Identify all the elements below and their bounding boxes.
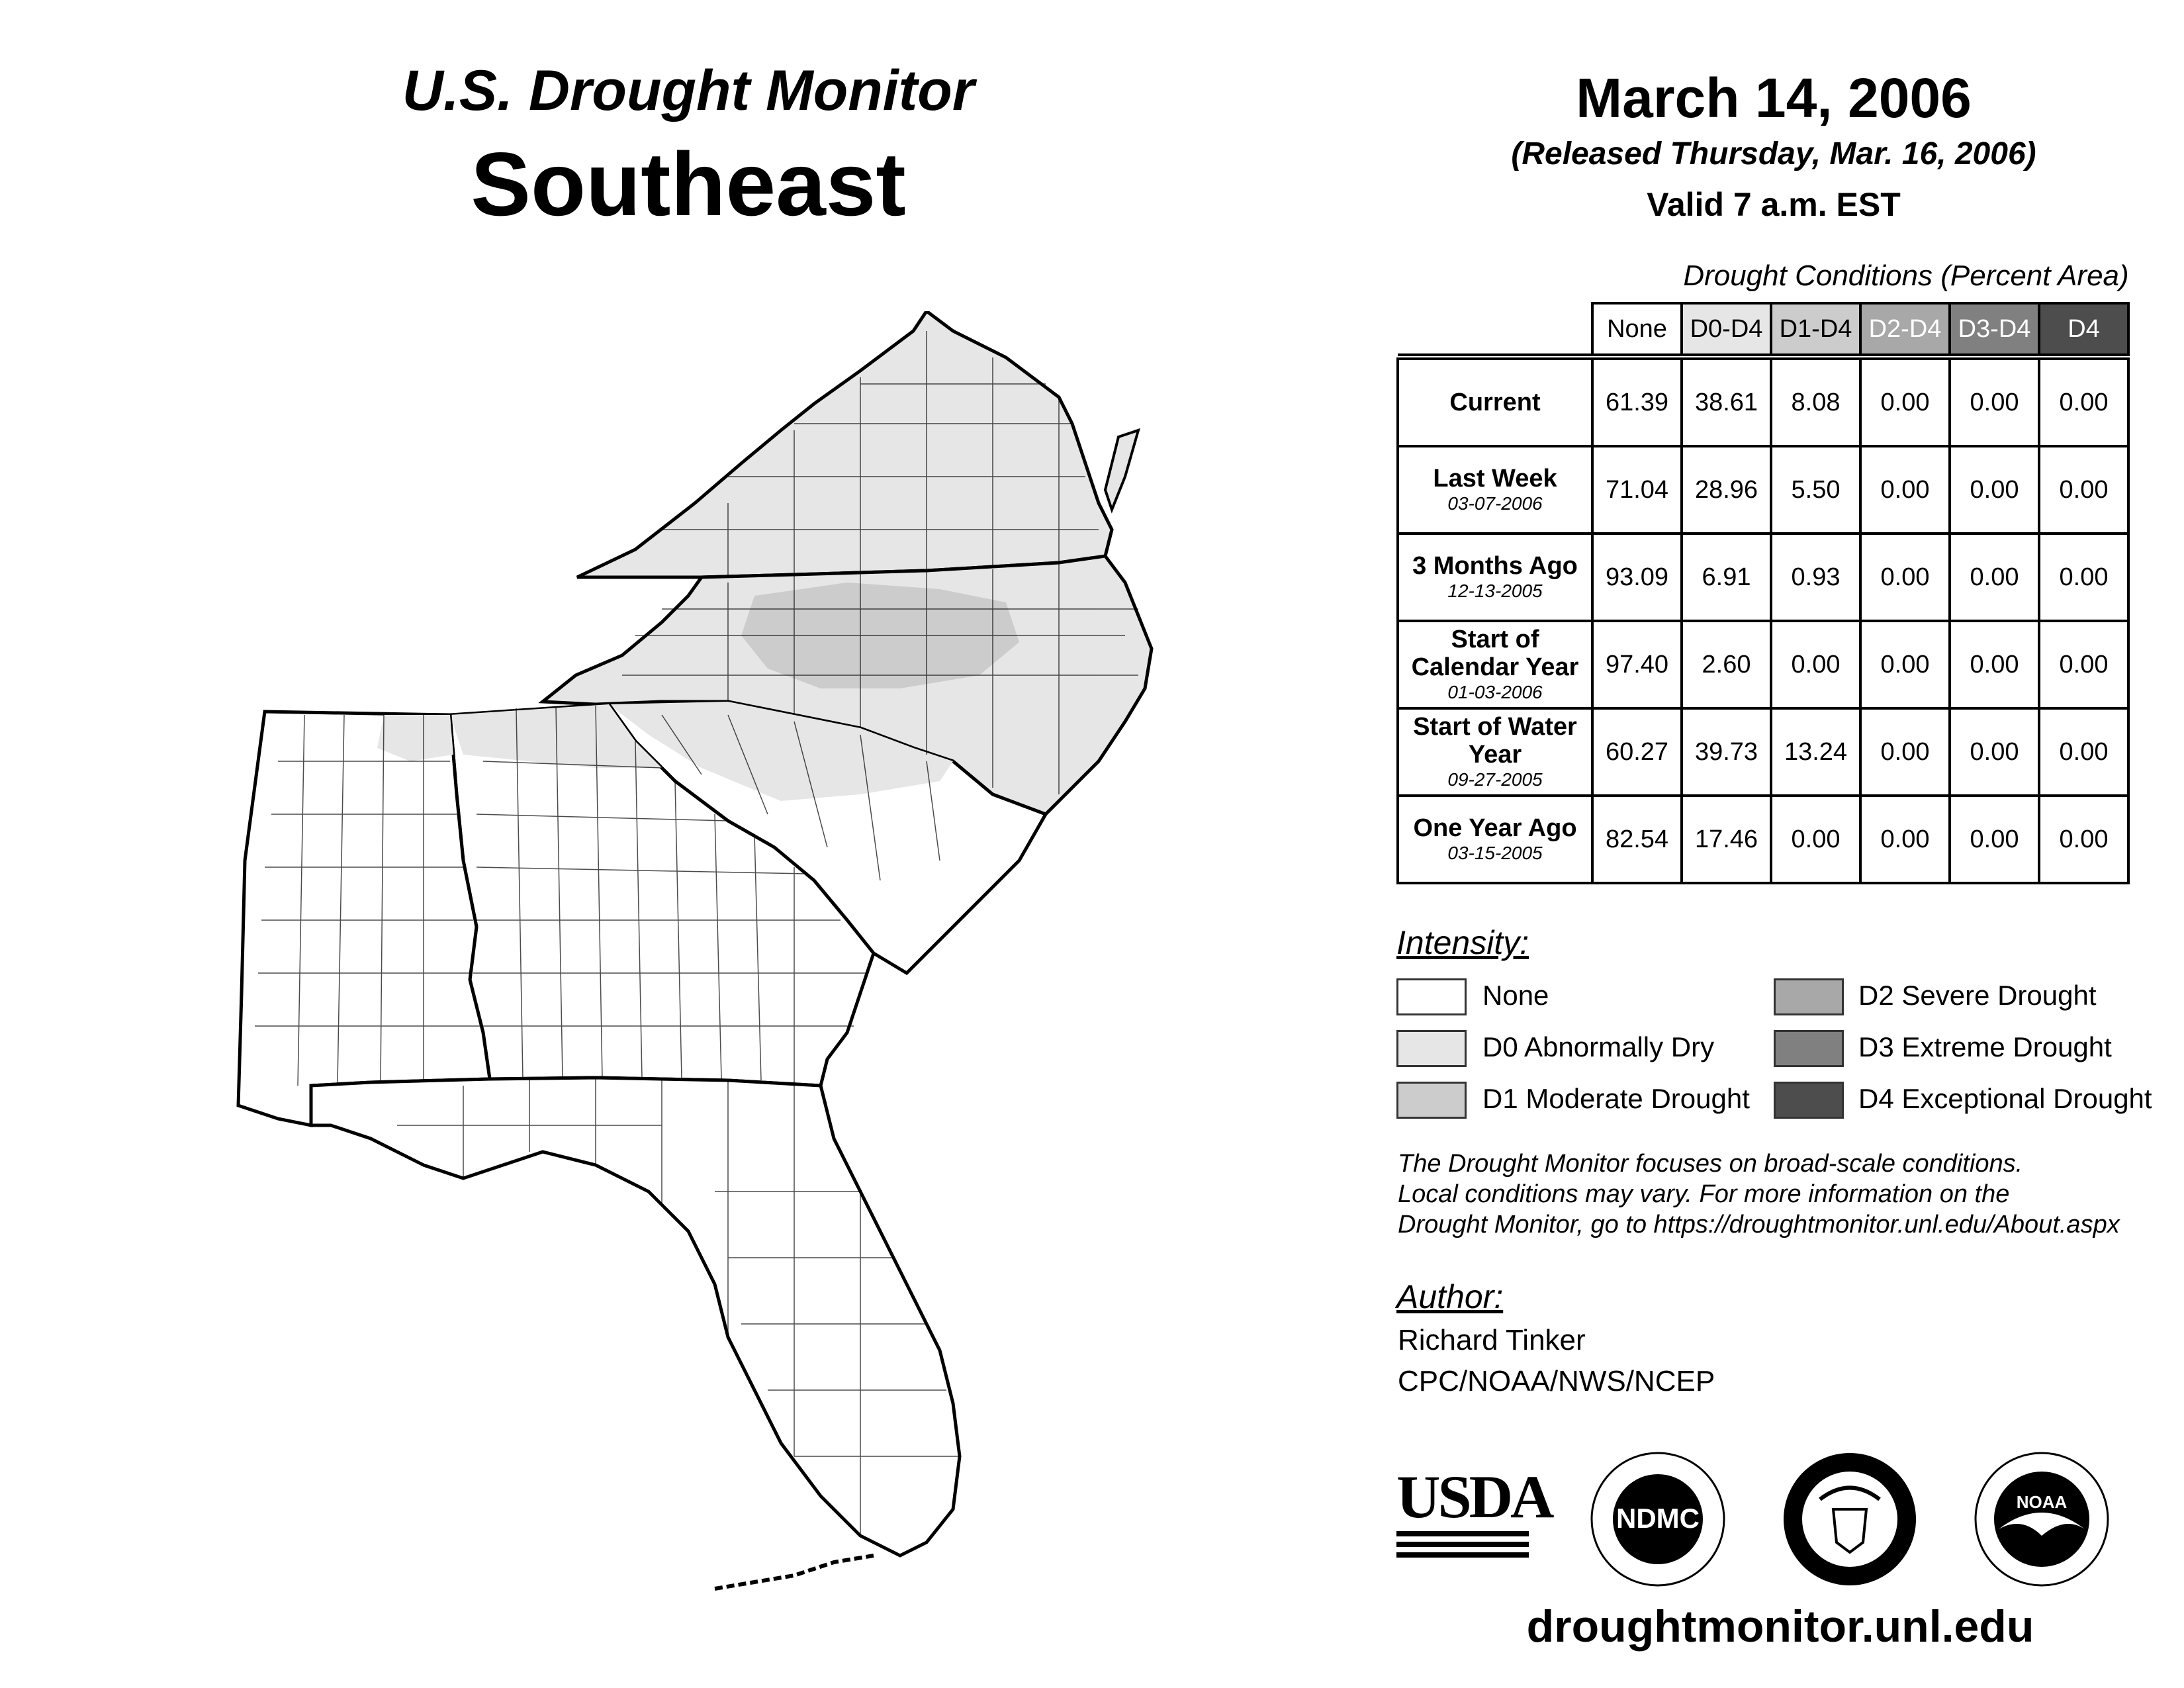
legend-swatch-d0 xyxy=(1396,1030,1467,1067)
legend-label-d4: D4 Exceptional Drought xyxy=(1858,1083,2152,1114)
row-label-last-week: Last Week 03-07-2006 xyxy=(1398,446,1592,534)
table-cell: 0.00 xyxy=(2039,796,2128,883)
southeast-drought-map xyxy=(225,311,1165,1622)
table-cell: 2.60 xyxy=(1682,621,1771,708)
department-of-commerce-seal xyxy=(1780,1450,1919,1589)
row-label-one-year-ago: One Year Ago 03-15-2005 xyxy=(1398,796,1592,883)
legend-label-d0: D0 Abnormally Dry xyxy=(1482,1031,1715,1062)
table-cell: 0.00 xyxy=(1950,446,2039,534)
map-date: March 14, 2006 xyxy=(1576,67,1972,129)
legend-title: Intensity: xyxy=(1396,924,1529,961)
row-label-3-months-ago: 3 Months Ago 12-13-2005 xyxy=(1398,534,1592,621)
table-cell: 60.27 xyxy=(1592,708,1682,796)
table-cell: 0.00 xyxy=(2039,621,2128,708)
note-line: Local conditions may vary. For more information on the xyxy=(1398,1180,2010,1208)
svg-text:NOAA: NOAA xyxy=(2016,1492,2068,1512)
table-cell: 39.73 xyxy=(1682,708,1771,796)
table-cell: 93.09 xyxy=(1592,534,1682,621)
author-heading: Author: xyxy=(1396,1278,1504,1315)
usda-logo: USDA xyxy=(1396,1466,1529,1566)
table-cell: 0.00 xyxy=(1860,796,1950,883)
note-line: The Drought Monitor focuses on broad-scale conditions. xyxy=(1398,1150,2023,1178)
table-cell: 8.08 xyxy=(1771,359,1860,446)
table-cell: 0.00 xyxy=(1950,708,2039,796)
col-header-d1-d4: D1-D4 xyxy=(1771,303,1860,355)
col-header-d4: D4 xyxy=(2039,303,2128,355)
table-cell: 0.00 xyxy=(2039,446,2128,534)
website-url[interactable]: droughtmonitor.unl.edu xyxy=(1526,1601,2034,1652)
col-header-d0-d4: D0-D4 xyxy=(1682,303,1771,355)
table-row xyxy=(1398,359,2128,446)
col-header-none: None xyxy=(1592,303,1682,355)
table-row xyxy=(1398,534,2128,621)
table-cell: 0.00 xyxy=(2039,359,2128,446)
row-label-start-calendar-year: Start of Calendar Year 01-03-2006 xyxy=(1398,621,1592,708)
table-cell: 0.00 xyxy=(1771,621,1860,708)
disclaimer-note xyxy=(1398,1149,2179,1240)
col-header-d3-d4: D3-D4 xyxy=(1950,303,2039,355)
table-cell: 0.00 xyxy=(1860,621,1950,708)
table-cell: 0.00 xyxy=(1860,446,1950,534)
table-cell: 0.00 xyxy=(1950,796,2039,883)
table-cell: 5.50 xyxy=(1771,446,1860,534)
table-cell: 0.00 xyxy=(1950,621,2039,708)
map-title: U.S. Drought Monitor xyxy=(402,59,975,122)
table-cell: 13.24 xyxy=(1771,708,1860,796)
table-cell: 97.40 xyxy=(1592,621,1682,708)
legend-label-d1: D1 Moderate Drought xyxy=(1482,1083,1750,1114)
table-row xyxy=(1398,796,2128,883)
table-header-row xyxy=(1398,303,2128,355)
author-name: Richard Tinker xyxy=(1398,1324,1586,1356)
table-caption: Drought Conditions (Percent Area) xyxy=(1683,259,2129,292)
table-cell: 71.04 xyxy=(1592,446,1682,534)
table-cell: 0.00 xyxy=(1860,708,1950,796)
table-cell: 61.39 xyxy=(1592,359,1682,446)
table-cell: 0.00 xyxy=(1860,359,1950,446)
row-label-start-water-year: Start of Water Year 09-27-2005 xyxy=(1398,708,1592,796)
table-cell: 6.91 xyxy=(1682,534,1771,621)
drought-conditions-table xyxy=(1396,302,2130,884)
release-date: (Released Thursday, Mar. 16, 2006) xyxy=(1511,136,2036,171)
table-row xyxy=(1398,446,2128,534)
table-cell: 82.54 xyxy=(1592,796,1682,883)
legend-swatch-none xyxy=(1396,978,1467,1015)
table-cell: 0.00 xyxy=(2039,534,2128,621)
legend-label-d2: D2 Severe Drought xyxy=(1858,980,2097,1011)
table-cell: 0.00 xyxy=(1860,534,1950,621)
row-label-current: Current xyxy=(1398,359,1592,446)
table-cell: 0.93 xyxy=(1771,534,1860,621)
table-cell: 17.46 xyxy=(1682,796,1771,883)
legend-swatch-d4 xyxy=(1774,1082,1844,1119)
table-cell: 0.00 xyxy=(2039,708,2128,796)
legend-swatch-d1 xyxy=(1396,1082,1467,1119)
florida-state xyxy=(311,1078,960,1556)
legend-swatch-d3 xyxy=(1774,1030,1844,1067)
header-corner xyxy=(1398,303,1592,355)
table-row xyxy=(1398,708,2128,796)
legend-swatch-d2 xyxy=(1774,978,1844,1015)
valid-time: Valid 7 a.m. EST xyxy=(1647,186,1901,223)
note-line: Drought Monitor, go to https://droughtmonitor.unl.edu/About.aspx xyxy=(1398,1211,2120,1239)
florida-keys xyxy=(715,1556,874,1589)
col-header-d2-d4: D2-D4 xyxy=(1860,303,1950,355)
table-cell: 28.96 xyxy=(1682,446,1771,534)
noaa-logo xyxy=(1972,1450,2111,1589)
svg-text:NDMC: NDMC xyxy=(1616,1503,1700,1534)
delmarva-peninsula xyxy=(1105,430,1138,510)
region-title: Southeast xyxy=(471,134,906,234)
table-row xyxy=(1398,621,2128,708)
virginia-state xyxy=(577,311,1112,577)
legend-label-none: None xyxy=(1482,980,1549,1011)
table-cell: 0.00 xyxy=(1950,534,2039,621)
legend-label-d3: D3 Extreme Drought xyxy=(1858,1031,2112,1062)
alabama-state xyxy=(238,712,490,1125)
table-cell: 0.00 xyxy=(1771,796,1860,883)
table-cell: 38.61 xyxy=(1682,359,1771,446)
author-organization: CPC/NOAA/NWS/NCEP xyxy=(1398,1365,1715,1397)
ndmc-logo xyxy=(1588,1450,1727,1589)
table-cell: 0.00 xyxy=(1950,359,2039,446)
